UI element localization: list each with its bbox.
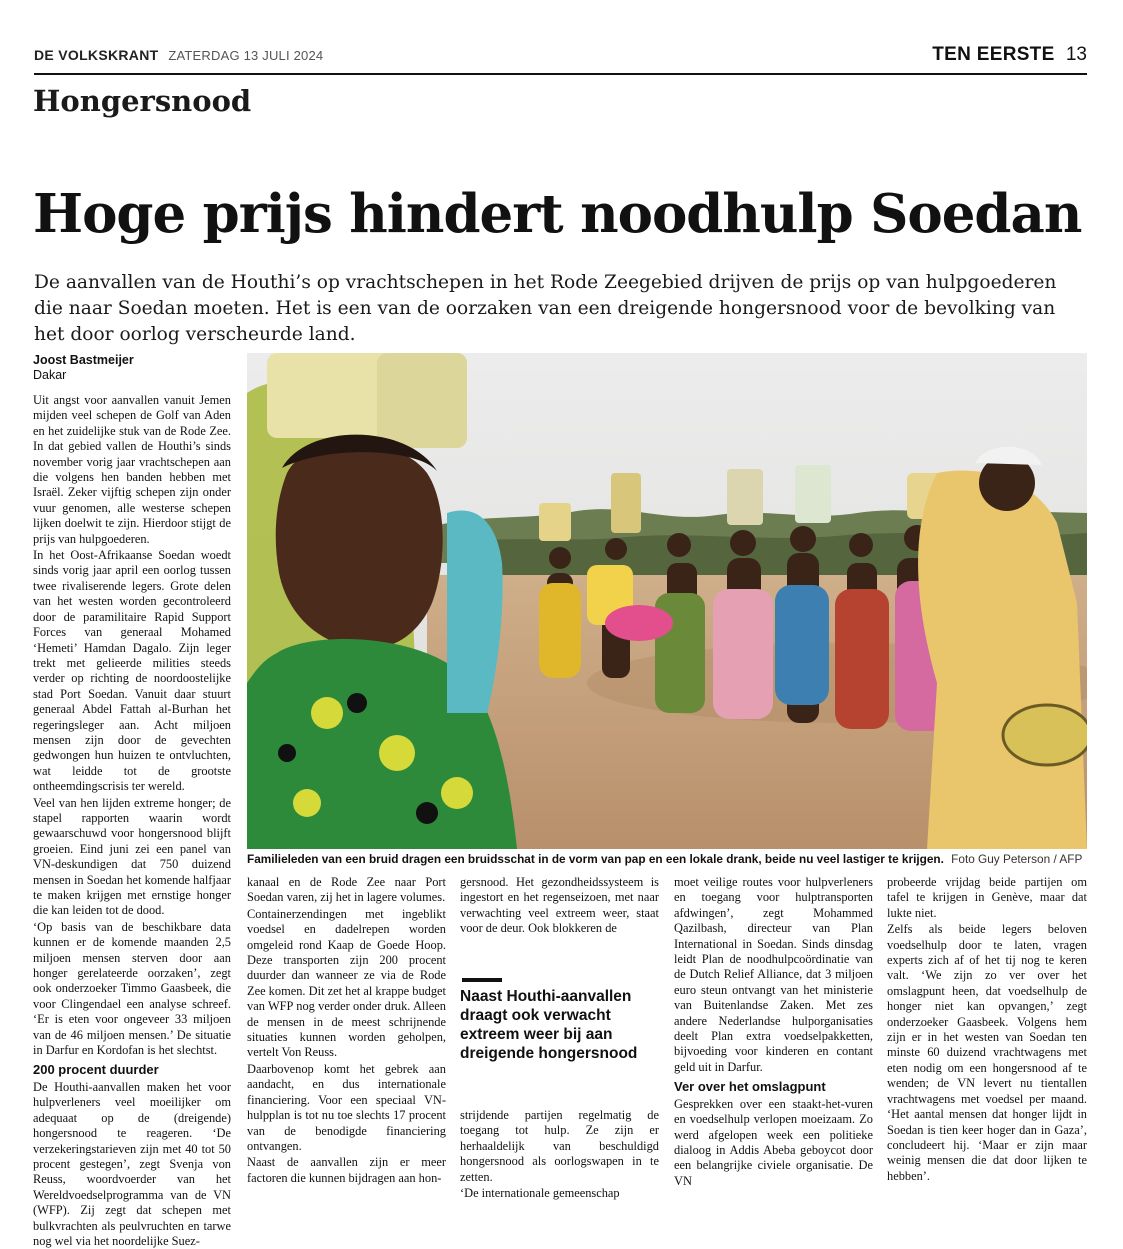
subheading: 200 procent duurder <box>33 1062 159 1078</box>
paragraph: ‘De internationale gemeenschap <box>460 1186 620 1201</box>
photo-illustration <box>247 353 1087 849</box>
paragraph: ‘Op basis van de beschikbare data kunnen er de komende maanden 2,5 miljoen mensen sterven door aan honger gerelateerde oorzaken’, zegt ook onderzoeker Timmo Gaasbeek, die voor Clingendael een analyse schreef. ‘Er is eten voor ongeveer 33 miljoen van de 46 miljoen mensen.’ De situatie in Darfur en Kordofan is het slechtst. <box>33 919 231 1058</box>
newspaper-header-left <box>34 47 323 63</box>
headline: Hoge prijs hindert noodhulp Soedan <box>33 183 1082 245</box>
paragraph: Daarbovenop komt het gebrek aan aandacht, en dus internationale financiering. Voor een speciaal VN-hulpplan is tot nu toe slechts 17 procent van de benodigde financiering ontvangen. <box>247 1061 446 1153</box>
dateline: Dakar <box>33 368 67 382</box>
paragraph: moet veilige routes voor hulpverleners en toegang voor hulptransporten afdwingen’, zegt Mohammed Qazilbash, directeur van Plan International in Soedan. Sinds dinsdag leidt Plan de noodhulpcoördinatie van de Dutch Relief Alliance, dat 3 miljoen euro steun ontvangt van het ministerie van Buitenlandse Zaken. Met zes andere Nederlandse hulporganisaties deelt Plan extra voedselpakketten, bijvoeding voor kinderen en contant geld uit in Darfur. <box>674 875 873 1074</box>
paper-name: DE VOLKSKRANT <box>34 47 159 63</box>
issue-date: ZATERDAG 13 JULI 2024 <box>168 48 324 63</box>
column-5 <box>887 875 1087 1184</box>
section-name: TEN EERSTE <box>932 44 1055 65</box>
paragraph: strijdende partijen regelmatig de toegang tot hulp. Ze zijn er herhaaldelijk van beschuldigd hongersnood als oorlogswapen in te zetten. <box>460 1108 659 1184</box>
header-rule <box>34 73 1087 75</box>
intro-paragraph: De aanvallen van de Houthi’s op vrachtschepen in het Rode Zeegebied drijven de prijs op van hulpgoederen die naar Soedan moeten. Het is een van de oorzaken van een dreigende hongersnood voor de bevolking van het door oorlog verscheurde land. <box>34 272 1057 345</box>
pullquote: Naast Houthi-aanvallen draagt ook verwacht extreem weer bij aan dreigende hongersnood <box>460 988 638 1062</box>
subheading: Ver over het omslagpunt <box>674 1079 826 1095</box>
paragraph: Zelfs als beide legers beloven voedselhulp door te laten, vragen experts zich af of het tij nog te keren valt. ‘We zijn zo ver over het omslagpunt heen, dat voedselhulp de honger niet kan opvangen,’ zegt onderzoeker Gaasbeek. Volgens hem zijn er in het westen van Soedan ten minste 60 duizend vrachtwagens met eten nodig om een hongersnood af te wenden; de VN levert nu tientallen vrachtwagens met voedsel per maand. ‘Het aantal mensen dat honger lijdt in Soedan is tien keer hoger dan in Gaza’, concludeert hij. ‘Maar er zijn maar weinig mensen die dat door lijken te hebben’. <box>887 922 1087 1183</box>
column-4 <box>674 875 873 1189</box>
photo-credit: Foto Guy Peterson / AFP <box>951 852 1083 866</box>
paragraph: De Houthi-aanvallen maken het voor hulpverleners veel moeilijker om adequaat op de (dreigende) hongersnood te reageren. ‘De verzekeringstarieven zijn met 40 tot 50 procent gestegen’, zegt Svenja von Reuss, woordvoerder van het Wereldvoedselprogramma van de VN (WFP). Zij zegt dat schepen met bulkvrachten als peulvruchten en tarwe nog wel via het noordelijke Suez- <box>33 1079 231 1248</box>
paragraph: probeerde vrijdag beide partijen om tafel te krijgen in Genève, maar dat lukte niet. <box>887 875 1087 920</box>
paragraph: gersnood. Het gezondheidssysteem is ingestort en het regenseizoen, met naar verwachting veel extreem weer, staat voor de deur. Ook blokkeren de <box>460 875 659 936</box>
caption-text: Familieleden van een bruid dragen een bruidsschat in de vorm van pap en een lokale drank, beide nu veel lastiger te krijgen. <box>247 852 944 866</box>
paragraph: Uit angst voor aanvallen vanuit Jemen mijden veel schepen de Golf van Aden en het zuidelijke stuk van de Rode Zee. In dat gebied vallen de Houthi’s sinds november vorig jaar vrachtschepen aan die volgens hen banden hebben met Israël. Zeker vijftig schepen zijn onder vuur genomen, alle westerse schepen lijken doelwit te zijn. Hierdoor stijgt de prijs van hulpgoederen. <box>33 393 231 546</box>
paragraph: In het Oost-Afrikaanse Soedan woedt sinds vorig jaar april een oorlog tussen twee rivaliserende legers. Grote delen van het westen worden gecontroleerd door de paramilitaire Rapid Support Forces van generaal Mohamed ‘Hemeti’ Hamdan Dagalo. Zijn leger trekt met gelieerde milities steeds verder op richting de noordoostelijke stad Port Soedan. Vanuit daar stuurt generaal Abdel Fattah al-Burhan het regeringsleger aan. Acht miljoen mensen zijn door de gevechten gedwongen hun huizen te ontvluchten, wat leidde tot de grootste ontheemdingscrisis ter wereld. <box>33 548 231 794</box>
column-1 <box>33 393 231 1249</box>
photo-caption <box>247 852 1087 866</box>
paragraph: Gesprekken over een staakt-het-vuren en voedselhulp verlopen moeizaam. Zo werd afgelopen week een politieke dialoog in Addis Abeba geboycot door een belangrijke civiele organisatie. De VN <box>674 1096 873 1188</box>
newspaper-header-right <box>932 44 1087 66</box>
column-3-continued <box>460 1108 659 1201</box>
paragraph: kanaal en de Rode Zee naar Port Soedan varen, zij het in lagere volumes. <box>247 875 446 905</box>
author-name: Joost Bastmeijer <box>33 353 134 367</box>
page-number: 13 <box>1065 44 1087 65</box>
paragraph: Naast de aanvallen zijn er meer factoren die kunnen bijdragen aan hon- <box>247 1155 446 1185</box>
kicker: Hongersnood <box>33 84 252 118</box>
news-photo <box>247 353 1087 849</box>
pullquote-bar <box>462 978 502 982</box>
column-3 <box>460 875 659 937</box>
paragraph: Veel van hen lijden extreme honger; de stapel rapporten waarin wordt gewaarschuwd voor hongersnood blijft groeien. Eind juni zei een panel van VN-deskundigen dat 750 duizend mensen in Soedan het komende halfjaar te maken krijgen met ernstige honger die kan leiden tot de dood. <box>33 795 231 918</box>
paragraph: Containerzendingen met ingeblikt voedsel en dadelrepen worden omgeleid rond Kaap de Goede Hoop. Deze transporten zijn 200 procent duurder dan wanneer ze via de Rode Zee komen. Dit zet het al krappe budget van WFP nog verder onder druk. Alleen de mensen in de meest schrijnende situaties kunnen worden geholpen, vertelt Von Reuss. <box>247 906 446 1060</box>
column-2 <box>247 875 446 1186</box>
